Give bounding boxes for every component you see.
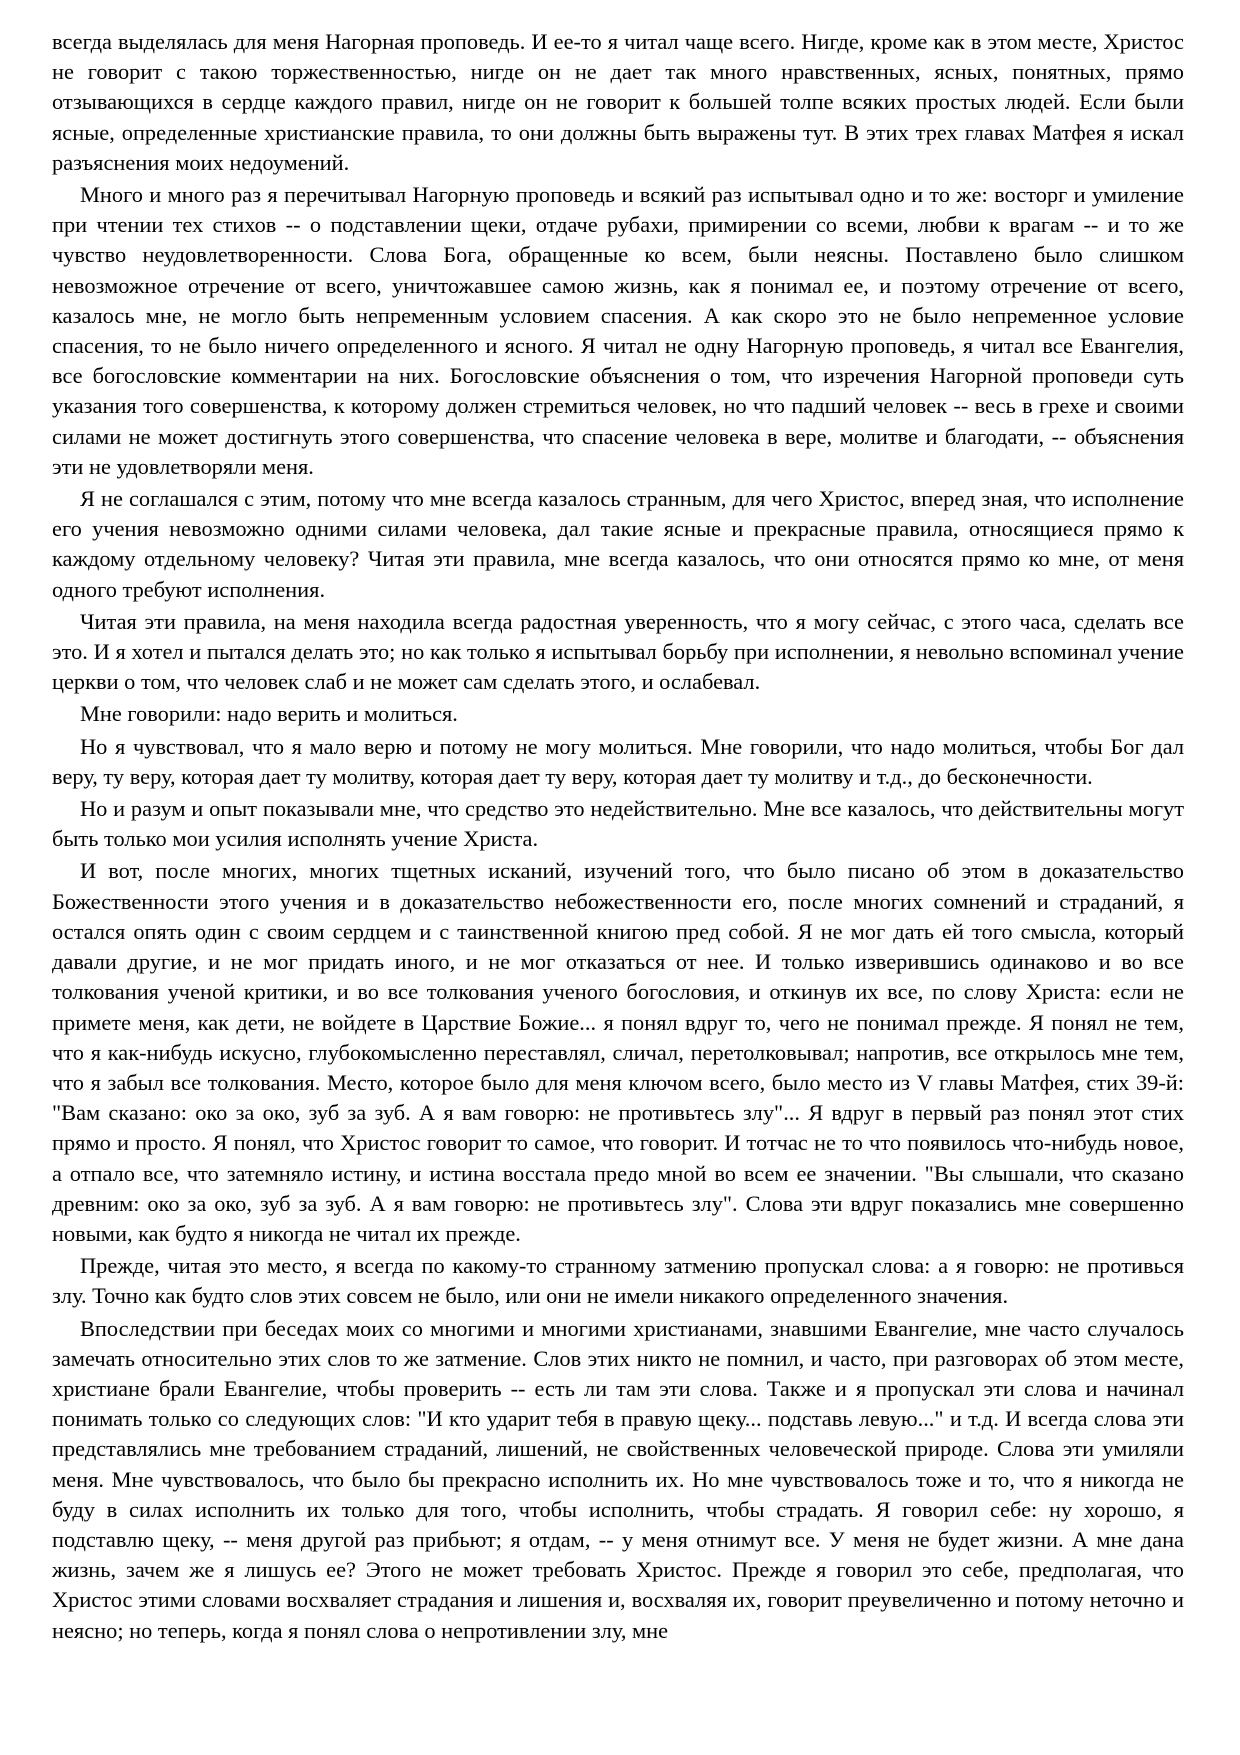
paragraph: Я не соглашался с этим, потому что мне всегда казалось странным, для чего Христос, вперед зная, что исполнение его учения невозможно одними силами человека, дал такие ясные и прекрасные правила, относящиеся прямо к каждому отдельному человеку? Читая эти правила, мне всегда казалось, что они относятся прямо ко мне, от меня одного требуют исполнения. bbox=[52, 486, 1184, 602]
paragraph: Много и много раз я перечитывал Нагорную проповедь и всякий раз испытывал одно и то же: восторг и умиление при чтении тех стихов -- о подставлении щеки, отдаче рубахи, примирении со всеми, любви к врагам -- и то же чувство неудовлетворенности. Слова Бога, обращенные ко всем, были неясны. Поставлено было слишком невозможное отречение от всего, уничтожавшее самою жизнь, как я понимал ее, и поэтому отречение от всего, казалось мне, не могло быть непременным условием спасения. А как скоро это не было непременное условие спасения, то не было ничего определенного и ясного. Я читал не одну Нагорную проповедь, я читал все Евангелия, все богословские комментарии на них. Богословские объяснения о том, что изречения Нагорной проповеди суть указания того совершенства, к которому должен стремиться человек, но что падший человек -- весь в грехе и своими силами не может достигнуть этого совершенства, что спасение человека в вере, молитве и благодати, -- объяснения эти не удовлетворяли меня. bbox=[52, 182, 1184, 479]
document-page bbox=[52, 27, 1184, 1646]
paragraph: Впоследствии при беседах моих со многими и многими христианами, знавшими Евангелие, мне часто случалось замечать относительно этих слов то же затмение. Слов этих никто не помнил, и часто, при разговорах об этом месте, христиане брали Евангелие, чтобы проверить -- есть ли там эти слова. Также и я пропускал эти слова и начинал понимать только со следующих слов: "И кто ударит тебя в правую щеку... подставь левую..." и т.д. И всегда слова эти представлялись мне требованием страданий, лишений, не свойственных человеческой природе. Слова эти умиляли меня. Мне чувствовалось, что было бы прекрасно исполнить их. Но мне чувствовалось тоже и то, что я никогда не буду в силах исполнить их только для того, чтобы исполнить, чтобы страдать. Я говорил себе: ну хорошо, я подставлю щеку, -- меня другой раз прибьют; я отдам, -- у меня отнимут все. У меня не будет жизни. А мне дана жизнь, зачем же я лишусь ее? Этого не может требовать Христос. Прежде я говорил это себе, предполагая, что Христос этими словами восхваляет страдания и лишения и, восхваляя их, говорит преувеличенно и потому неточно и неясно; но теперь, когда я понял слова о непротивлении злу, мне bbox=[52, 1315, 1184, 1643]
paragraph-continued: всегда выделялась для меня Нагорная проповедь. И ее-то я читал чаще всего. Нигде, кроме как в этом месте, Христос не говорит с такою торжественностью, нигде он не дает так много нравственных, ясных, понятных, прямо отзывающихся в сердце каждого правил, нигде он не говорит к большей толпе всяких простых людей. Если были ясные, определенные христианские правила, то они должны быть выражены тут. В этих трех главах Матфея я искал разъяснения моих недоумений. bbox=[52, 29, 1184, 175]
paragraph: Прежде, читая это место, я всегда по какому-то странному затмению пропускал слова: а я говорю: не противься злу. Точно как будто слов этих совсем не было, или они не имели никакого определенного значения. bbox=[52, 1253, 1184, 1309]
paragraph: Но я чувствовал, что я мало верю и потому не могу молиться. Мне говорили, что надо молиться, чтобы Бог дал веру, ту веру, которая дает ту молитву, которая дает ту веру, которая дает ту молитву и т.д., до бесконечности. bbox=[52, 733, 1184, 789]
paragraph: Но и разум и опыт показывали мне, что средство это недействительно. Мне все казалось, что действительны могут быть только мои усилия исполнять учение Христа. bbox=[52, 796, 1184, 852]
paragraph: Читая эти правила, на меня находила всегда радостная уверенность, что я могу сейчас, с этого часа, сделать все это. И я хотел и пытался делать это; но как только я испытывал борьбу при исполнении, я невольно вспоминал учение церкви о том, что человек слаб и не может сам сделать этого, и ослабевал. bbox=[52, 608, 1184, 695]
paragraph: Мне говорили: надо верить и молиться. bbox=[80, 701, 458, 727]
paragraph: И вот, после многих, многих тщетных исканий, изучений того, что было писано об этом в доказательство Божественности этого учения и в доказательство небожественности его, после многих сомнений и страданий, я остался опять один с своим сердцем и с таинственной книгою пред собой. Я не мог дать ей того смысла, который давали другие, и не мог придать иного, и не мог отказаться от нее. И только изверившись одинаково и во все толкования ученой критики, и во все толкования ученого богословия, и откинув их все, по слову Христа: если не примете меня, как дети, не войдете в Царствие Божие... я понял вдруг то, чего не понимал прежде. Я понял не тем, что я как-нибудь искусно, глубокомысленно переставлял, сличал, перетолковывал; напротив, все открылось мне тем, что я забыл все толкования. Место, которое было для меня ключом всего, было место из V главы Матфея, стих 39-й: "Вам сказано: око за око, зуб за зуб. А я вам говорю: не противьтесь злу"... Я вдруг в первый раз понял этот стих прямо и просто. Я понял, что Христос говорит то самое, что говорит. И тотчас не то что появилось что-нибудь новое, а отпало все, что затемняло истину, и истина восстала предо мной во всем ее значении. "Вы слышали, что сказано древним: око за око, зуб за зуб. А я вам говорю: не противьтесь злу". Слова эти вдруг показались мне совершенно новыми, как будто я никогда не читал их прежде. bbox=[52, 858, 1184, 1246]
